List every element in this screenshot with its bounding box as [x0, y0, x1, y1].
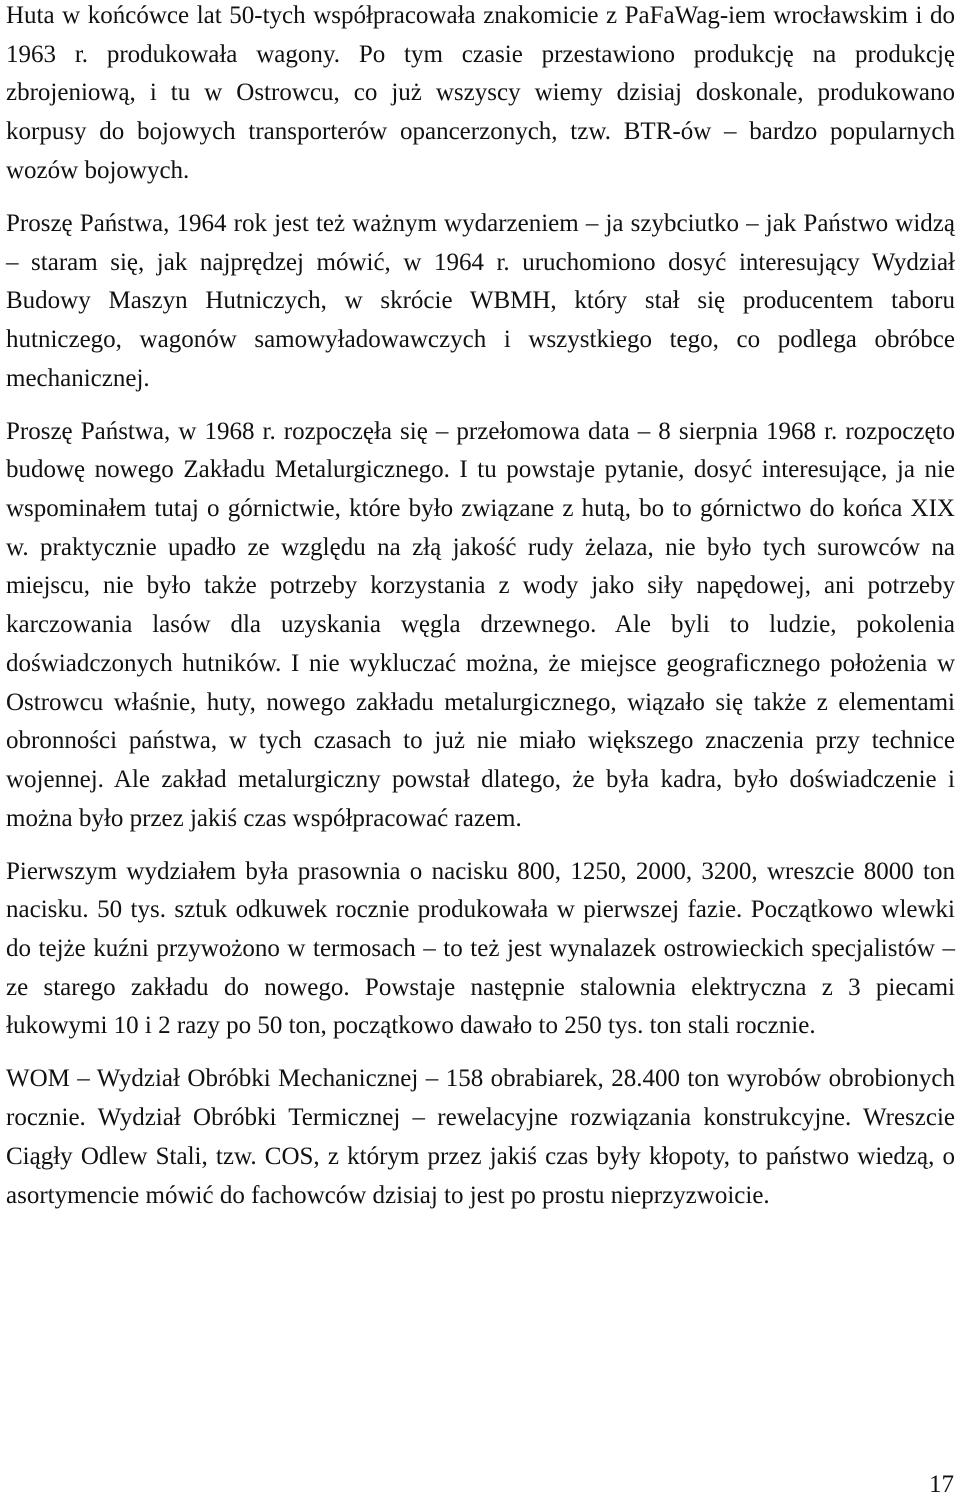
paragraph-5: WOM – Wydział Obróbki Mechanicznej – 158 obrabiarek, 28.400 ton wyrobów obrobionych rocznie. Wydział Obróbki Termicznej – rewelacyjne rozwiązania konstrukcyjne. Wreszcie Ciągły Odlew Stali, tzw. COS, z którym przez jakiś czas były kłopoty, to państwo wiedzą, o asortymencie mówić do fachowców dzisiaj to jest po prostu nieprzyzwoicie.	[6, 1065, 955, 1209]
paragraph-1: Huta w końcówce lat 50-tych współpracowała znakomicie z PaFaWag-iem wrocławskim i do 1963 r. produkowała wagony. Po tym czasie przestawiono produkcję na produkcję zbrojeniową, i tu w Ostrowcu, co już wszyscy wiemy dzisiaj doskonale, produkowano korpusy do bojowych transporterów opancerzonych, tzw. BTR-ów – bardzo popularnych wozów bojowych.	[6, 2, 955, 184]
paragraph-4: Pierwszym wydziałem była prasownia o nacisku 800, 1250, 2000, 3200, wreszcie 8000 ton nacisku. 50 tys. sztuk odkuwek rocznie produkowała w pierwszej fazie. Początkowo wlewki do tejże kuźni przywożono w termosach – to też jest wynalazek ostrowieckich specjalistów – ze starego zakładu do nowego. Powstaje następnie stalownia elektryczna z 3 piecami łukowymi 10 i 2 razy po 50 ton, początkowo dawało to 250 tys. ton stali rocznie.	[6, 857, 955, 1040]
document-body	[6, 0, 955, 1215]
page-number: 17	[929, 1471, 954, 1498]
paragraph-3: Proszę Państwa, w 1968 r. rozpoczęła się – przełomowa data – 8 sierpnia 1968 r. rozpoczęto budowę nowego Zakładu Metalurgicznego. I tu powstaje pytanie, dosyć interesujące, ja nie wspominałem tutaj o górnictwie, które było związane z hutą, bo to górnictwo do końca XIX w. praktycznie upadło ze względu na złą jakość rudy żelaza, nie było tych surowców na miejscu, nie było także potrzeby korzystania z wody jako siły napędowej, ani potrzeby karczowania lasów dla uzyskania węgla drzewnego. Ale byli to ludzie, pokolenia doświadczonych hutników. I nie wykluczać można, że miejsce geograficznego położenia w Ostrowcu właśnie, huty, nowego zakładu metalurgicznego, wiązało się także z elementami obronności państwa, w tych czasach to już nie miało większego znaczenia przy technice wojennej. Ale zakład metalurgiczny powstał dlatego, że była kadra, było doświadczenie i można było przez jakiś czas współpracować razem.	[6, 417, 955, 832]
paragraph-2: Proszę Państwa, 1964 rok jest też ważnym wydarzeniem – ja szybciutko – jak Państwo widzą – staram się, jak najprędzej mówić, w 1964 r. uruchomiono dosyć interesujący Wydział Budowy Maszyn Hutniczych, w skrócie WBMH, który stał się producentem taboru hutniczego, wagonów samowyładowawczych i wszystkiego tego, co podlega obróbce mechanicznej.	[6, 209, 955, 392]
